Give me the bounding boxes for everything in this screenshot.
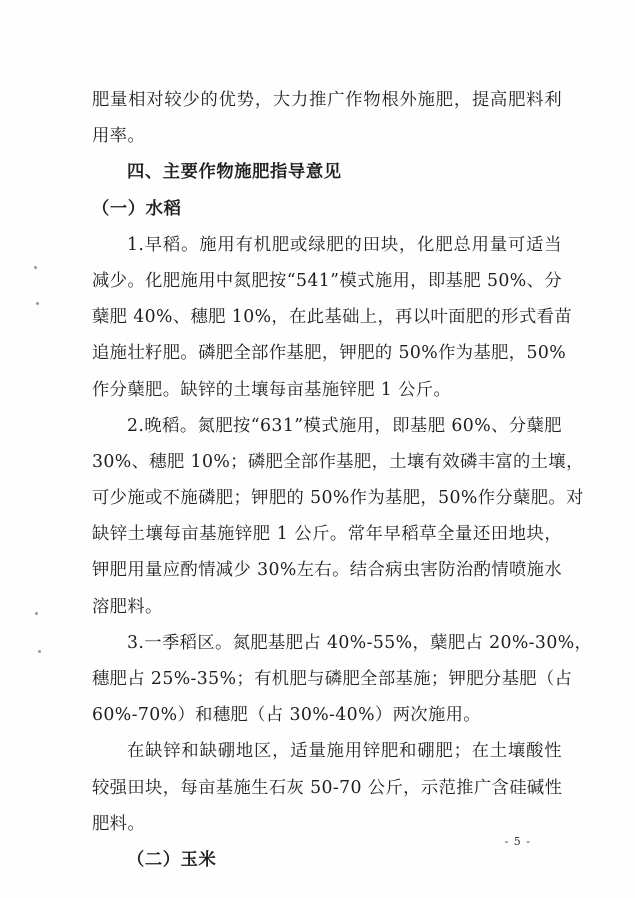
scan-speck [36,302,39,305]
text-line: 用率。 [92,126,146,147]
text-line: 1.早稻。施用有机肥或绿肥的田块，化肥总用量可适当 [127,234,562,255]
page-number: - 5 - [504,835,531,848]
text-line: 减少。化肥施用中氮肥按“541”模式施用，即基肥 50%、分 [92,270,562,291]
scan-speck [34,266,37,269]
text-line: 3.一季稻区。氮肥基肥占 40%-55%，蘖肥占 20%-30%， [127,632,593,653]
text-line: 作分蘖肥。缺锌的土壤每亩基施锌肥 1 公斤。 [92,379,452,400]
text-line: 追施壮籽肥。磷肥全部作基肥，钾肥的 50%作为基肥，50% [92,343,567,364]
text-line: 可少施或不施磷肥；钾肥的 50%作为基肥，50%作分蘖肥。对 [92,488,584,509]
text-line: 2.晚稻。氮肥按“631”模式施用，即基肥 60%、分蘖肥 [127,415,562,436]
text-line: 在缺锌和缺硼地区，适量施用锌肥和硼肥；在土壤酸性 [127,741,562,762]
section-heading: （一）水稻 [92,198,182,219]
text-line: 较强田块，每亩基施生石灰 50-70 公斤，示范推广含硅碱性 [92,777,563,798]
text-line: 缺锌土壤每亩基施锌肥 1 公斤。常年早稻草全量还田地块， [92,524,562,545]
scan-speck [38,650,41,653]
document-body [92,82,593,878]
section-heading: （二）玉米 [127,849,217,870]
text-line: 肥量相对较少的优势，大力推广作物根外施肥，提高肥料利 [92,90,562,110]
text-line: 钾肥用量应酌情减少 30%左右。结合病虫害防治酌情喷施水 [92,560,562,581]
text-line: 60%-70%）和穗肥（占 30%-40%）两次施用。 [92,705,481,726]
text-line: 穗肥占 25%-35%；有机肥与磷肥全部基施；钾肥分基肥（占 [92,669,573,689]
section-heading: 四、主要作物施肥指导意见 [127,162,342,183]
scan-speck [35,612,38,615]
text-line: 溶肥料。 [92,596,163,617]
text-line: 肥料。 [92,813,146,834]
text-line: 30%、穗肥 10%；磷肥全部作基肥，土壤有效磷丰富的土壤， [92,451,584,472]
text-line: 蘖肥 40%、穗肥 10%，在此基础上，再以叶面肥的形式看苗 [92,307,572,328]
